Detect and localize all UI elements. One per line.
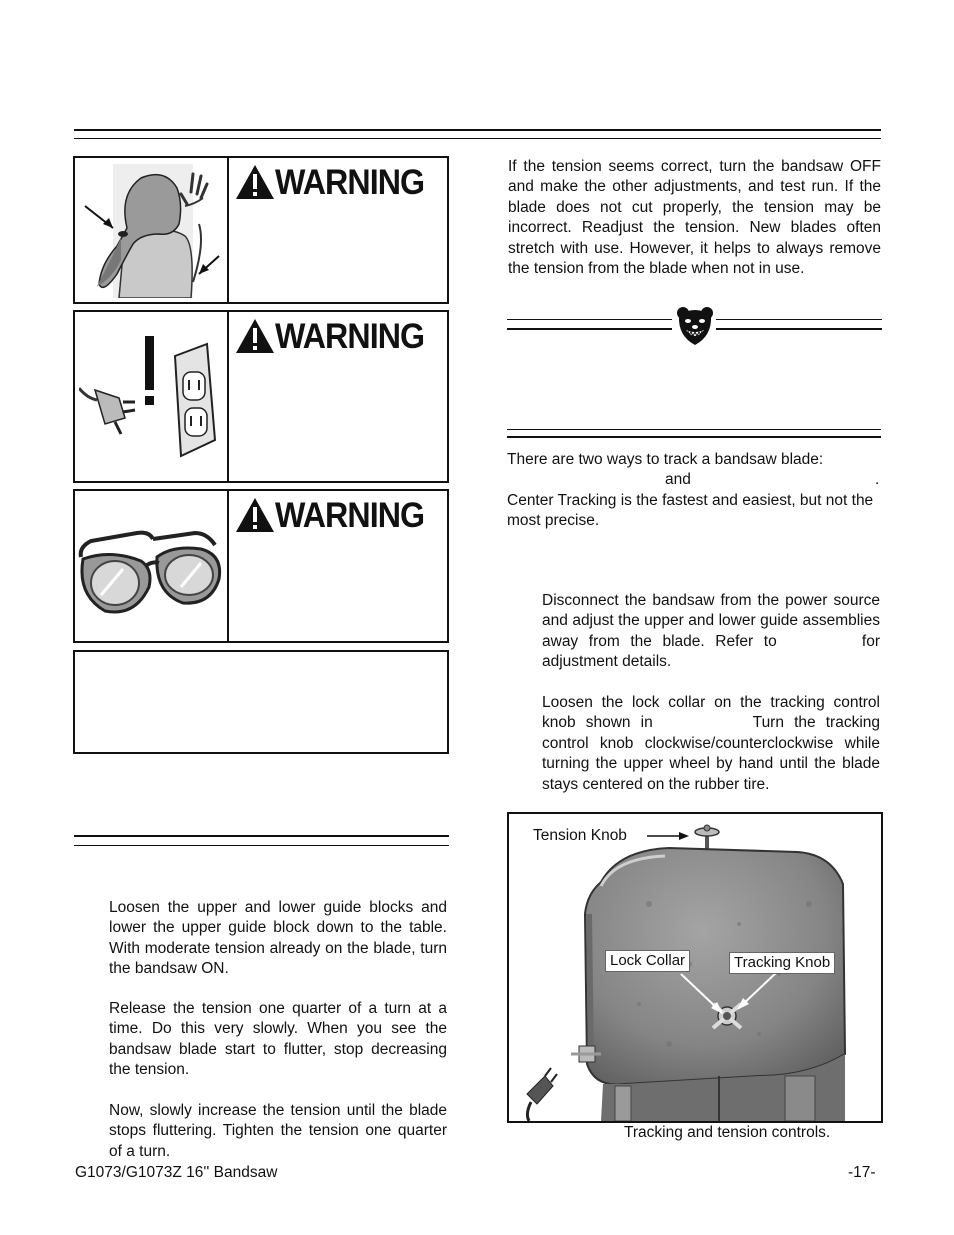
warning-triangle-icon: [235, 164, 275, 200]
tracking-intro-period: .: [875, 471, 880, 489]
warning-triangle-icon: [235, 497, 275, 533]
tracking-intro-rest: Center Tracking is the fastest and easiest, but not the most precise.: [507, 491, 874, 530]
warning-box-eyes: [73, 489, 449, 643]
bear-logo-icon: [676, 306, 714, 346]
left-section-rule-top: [74, 835, 449, 837]
warning-title: WARNING: [275, 162, 425, 202]
plug-outlet-icon: [79, 328, 225, 468]
tracking-section-rule-bottom: [507, 436, 881, 438]
warning-banner: [235, 497, 437, 533]
label-lock-collar: Lock Collar: [605, 950, 690, 972]
left-step-1: Loosen the upper and lower guide blocks and lower the upper guide block down to the table. With moderate tension already on the blade, turn the bandsaw ON.: [109, 899, 447, 978]
footer-page-number: -17-: [848, 1164, 876, 1181]
right-step-1-text-end: for adjustment details.: [542, 632, 881, 671]
left-step-2: Release the tension one quarter of a turn at a time. Do this very slowly. When you see the bandsaw blade start to flutter, stop decreasing the tension.: [109, 1000, 447, 1079]
tracking-intro: [507, 450, 880, 532]
right-step-1: [542, 591, 880, 673]
bear-divider-right-bottom: [716, 328, 882, 330]
right-step-1-text: Disconnect the bandsaw from the power source and adjust the upper and lower guide assemblies away from the blade. Refer to: [542, 592, 880, 650]
warning-banner: [235, 164, 437, 200]
left-section-rule-bottom: [74, 845, 449, 846]
figure-caption: Tracking and tension controls.: [624, 1124, 831, 1141]
warning-triangle-icon: [235, 318, 275, 354]
tracking-intro-line2-row: [507, 470, 880, 490]
tracking-intro-line1: There are two ways to track a bandsaw blade:: [507, 451, 824, 468]
header-rule-top: [74, 129, 881, 131]
warning-title: WARNING: [275, 495, 425, 535]
left-step-3: Now, slowly increase the tension until the blade stops fluttering. Tighten the tension one quarter of a turn.: [109, 1102, 447, 1160]
long-hair-icon: [81, 164, 223, 298]
right-step-2: [542, 693, 880, 795]
right-step-2-text-b: Turn the tracking control knob clockwise/counterclockwise while turning the upper wheel by hand until the blade stays centered on the rubber tire.: [542, 714, 881, 793]
tension-paragraph: If the tension seems correct, turn the bandsaw OFF and make the other adjustments, and test run. If the blade does not cut properly, the tension may be incorrect. Readjust the tension. New blades often stretch with use. However, it helps to always remove the tension from the blade when not in use.: [508, 158, 881, 278]
notice-box: [73, 650, 449, 754]
figure-box: [507, 812, 883, 1123]
safety-glasses-icon: [77, 525, 225, 621]
label-tension-knob: Tension Knob: [533, 827, 627, 844]
warning-title: WARNING: [275, 316, 425, 356]
bear-divider-right-top: [716, 319, 882, 320]
bear-divider-left-top: [507, 319, 672, 320]
header-rule-bottom: [74, 138, 881, 139]
footer-model: G1073/G1073Z 16'' Bandsaw: [75, 1164, 278, 1181]
tracking-section-rule-top: [507, 429, 881, 430]
right-step-2-text-a: Loosen the lock collar on the tracking control knob shown in: [542, 694, 880, 732]
warning-box-hair: [73, 156, 449, 304]
label-tracking-knob: Tracking Knob: [729, 952, 835, 974]
tracking-intro-and: and: [665, 471, 691, 489]
warning-banner: [235, 318, 437, 354]
bear-divider-left-bottom: [507, 328, 672, 330]
warning-box-electrical: [73, 310, 449, 483]
